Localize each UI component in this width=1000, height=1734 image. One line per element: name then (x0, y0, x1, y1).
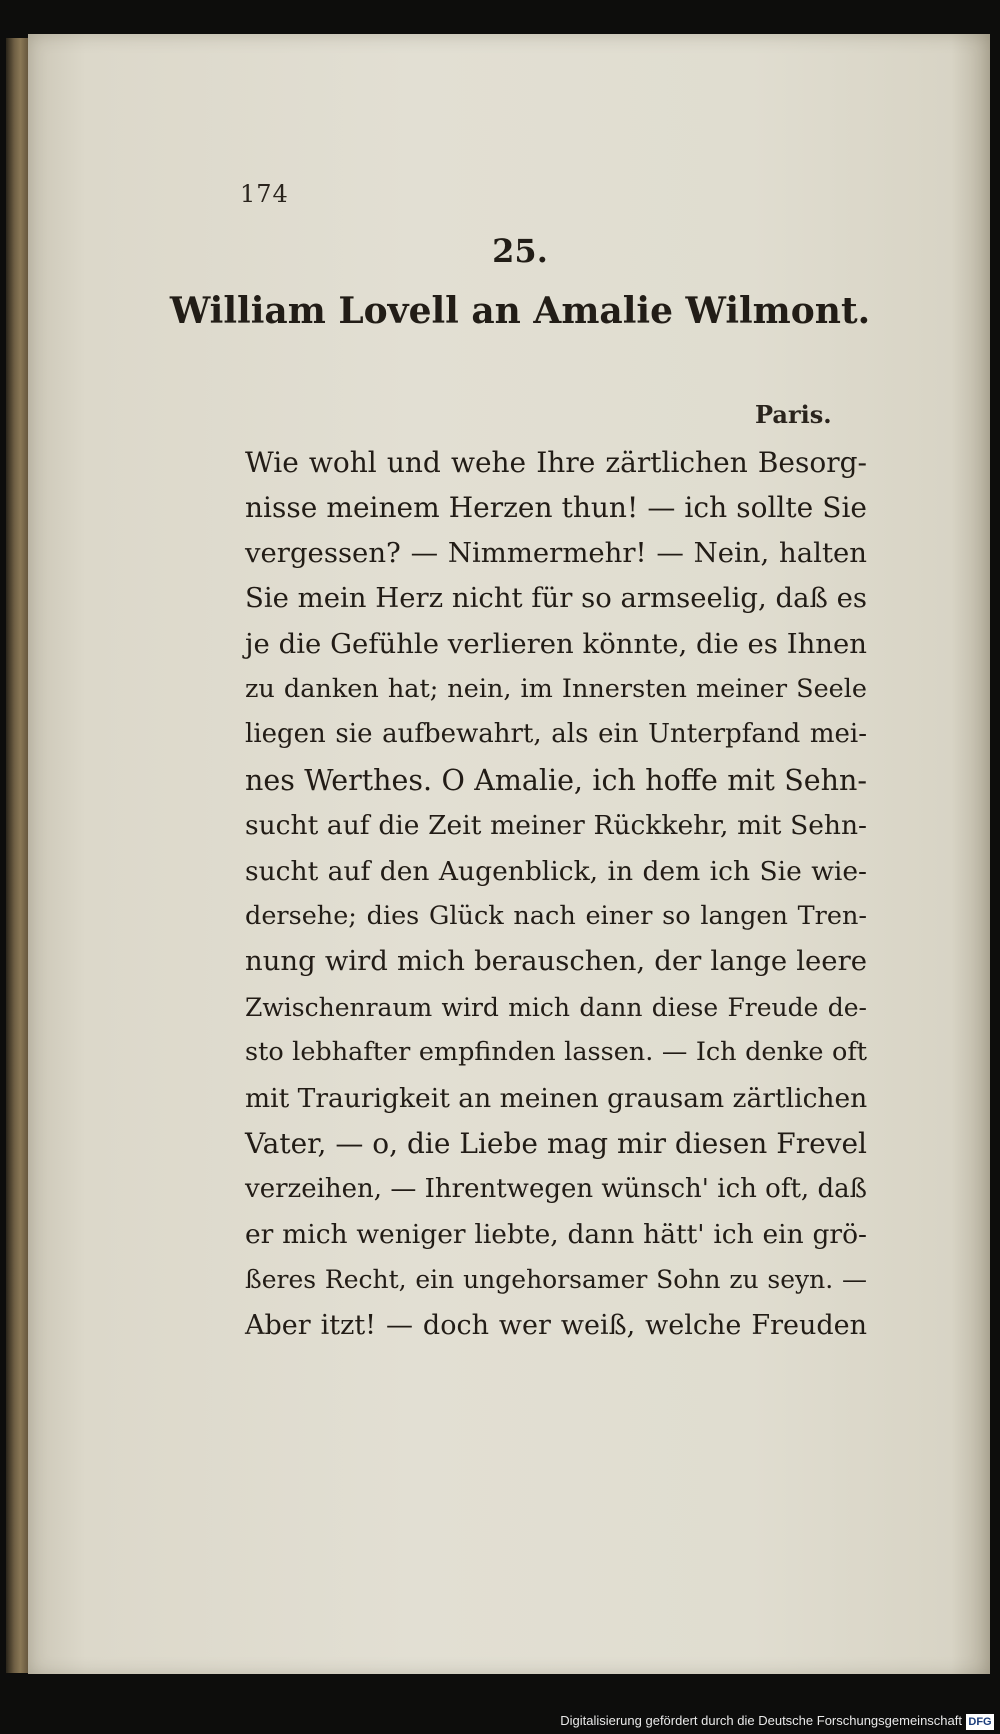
text-line: Vater, — o, die Liebe mag mir diesen Frevel (245, 1127, 867, 1161)
text-line: nisse meinem Herzen thun! — ich sollte Sie (245, 491, 867, 525)
digitization-credit: Digitalisierung gefördert durch die Deutsche Forschungsgemeinschaft (560, 1713, 962, 1728)
letter-place: Paris. (755, 400, 832, 429)
text-line: sucht auf den Augenblick, in dem ich Sie wie- (245, 855, 867, 887)
text-line: sucht auf die Zeit meiner Rückkehr, mit Sehn- (245, 810, 867, 842)
text-line: Aber itzt! — doch wer weiß, welche Freuden (245, 1309, 867, 1341)
text-line: liegen sie aufbewahrt, als ein Unterpfand mei- (245, 719, 867, 750)
text-line: er mich weniger liebte, dann hätt' ich ein grö- (245, 1218, 867, 1250)
text-line: vergessen? — Nimmermehr! — Nein, halten (245, 536, 867, 569)
text-line: Sie mein Herz nicht für so armseelig, daß es (245, 582, 867, 615)
text-line: Zwischenraum wird mich dann diese Freude de- (245, 992, 867, 1022)
page-number: 174 (240, 180, 289, 208)
text-line: je die Gefühle verlieren könnte, die es Ihnen (245, 627, 867, 660)
text-line: mit Traurigkeit an meinen grausam zärtlichen (245, 1082, 868, 1114)
text-line: Wie wohl und wehe Ihre zärtlichen Besorg- (245, 446, 867, 479)
text-line: nes Werthes. O Amalie, ich hoffe mit Sehn- (245, 763, 867, 797)
text-line: verzeihen, — Ihrentwegen wünsch' ich oft, daß (245, 1173, 867, 1204)
text-line: nung wird mich berauschen, der lange leere (245, 945, 867, 978)
text-line: dersehe; dies Glück nach einer so langen Tren- (245, 901, 867, 932)
text-line: zu danken hat; nein, im Innersten meiner Seele (245, 674, 867, 705)
text-line: sto lebhafter empfinden lassen. — Ich denke oft (245, 1037, 867, 1068)
dfg-logo: DFG (966, 1714, 994, 1730)
book-spine-edge (6, 38, 30, 1673)
footer-bar (0, 1674, 1000, 1734)
letter-heading: William Lovell an Amalie Wilmont. (169, 290, 871, 332)
letter-body (245, 440, 867, 1348)
letter-number: 25. (492, 232, 548, 270)
text-line: ßeres Recht, ein ungehorsamer Sohn zu seyn. — (245, 1265, 867, 1295)
